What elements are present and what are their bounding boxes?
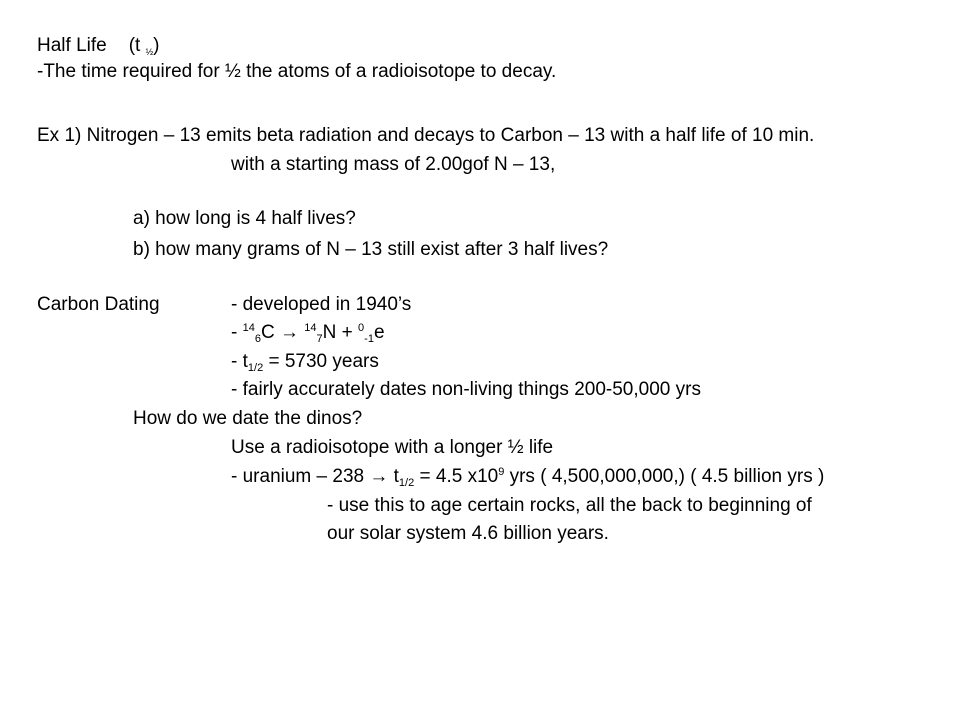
uranium-value: = 4.5 x10: [414, 466, 499, 487]
question-a: a) how long is 4 half lives?: [133, 208, 356, 229]
carbon-dating-label: Carbon Dating: [37, 294, 160, 315]
half-life-value: = 5730 years: [263, 351, 379, 372]
heading-symbol-open: (t: [128, 35, 146, 56]
example-line-1: Ex 1) Nitrogen – 13 emits beta radiation and decays to Carbon – 13 with a half life of 10 min.: [37, 125, 815, 146]
heading-label: Half Life: [37, 35, 107, 56]
definition-text: -The time required for ½ the atoms of a radioisotope to decay.: [37, 61, 557, 82]
equation-prefix: -: [231, 322, 243, 343]
heading-half-life: [37, 34, 159, 58]
electron-mass-number: 0: [358, 322, 365, 334]
carbon-symbol: C: [260, 322, 275, 343]
carbon-half-life: [231, 350, 379, 374]
reaction-arrow: →: [274, 322, 305, 343]
nitrogen-atomic-number: 7: [316, 333, 323, 345]
half-life-prefix: - t: [231, 351, 248, 372]
use-line-2: our solar system 4.6 billion years.: [327, 523, 609, 544]
carbon-mass-number: 14: [242, 322, 255, 334]
plus-sign: +: [336, 322, 359, 343]
carbon-developed: - developed in 1940’s: [231, 294, 412, 315]
dinos-question: How do we date the dinos?: [133, 408, 363, 429]
electron-charge-number: -1: [364, 333, 374, 345]
question-b: b) how many grams of N – 13 still exist after 3 half lives?: [133, 239, 609, 260]
heading-symbol-close: ): [153, 35, 160, 56]
nitrogen-mass-number: 14: [304, 322, 317, 334]
example-line-2: with a starting mass of 2.00gof N – 13,: [231, 154, 556, 175]
electron-symbol: e: [373, 322, 385, 343]
dinos-answer: Use a radioisotope with a longer ½ life: [231, 437, 554, 458]
uranium-prefix: - uranium – 238 → t: [231, 466, 399, 487]
carbon-decay-equation: [231, 321, 385, 345]
carbon-atomic-number: 6: [254, 333, 261, 345]
uranium-exponent: 9: [498, 466, 505, 478]
half-life-sub: 1/2: [247, 362, 264, 374]
uranium-line: [231, 465, 824, 489]
heading-symbol-sub: ½: [145, 47, 154, 57]
carbon-accuracy: - fairly accurately dates non-living things 200-50,000 yrs: [231, 379, 701, 400]
uranium-half-life-sub: 1/2: [398, 477, 415, 489]
uranium-suffix: yrs ( 4,500,000,000,) ( 4.5 billion yrs ): [504, 466, 825, 487]
nitrogen-symbol: N: [322, 322, 337, 343]
use-line-1: - use this to age certain rocks, all the back to beginning of: [327, 495, 812, 516]
